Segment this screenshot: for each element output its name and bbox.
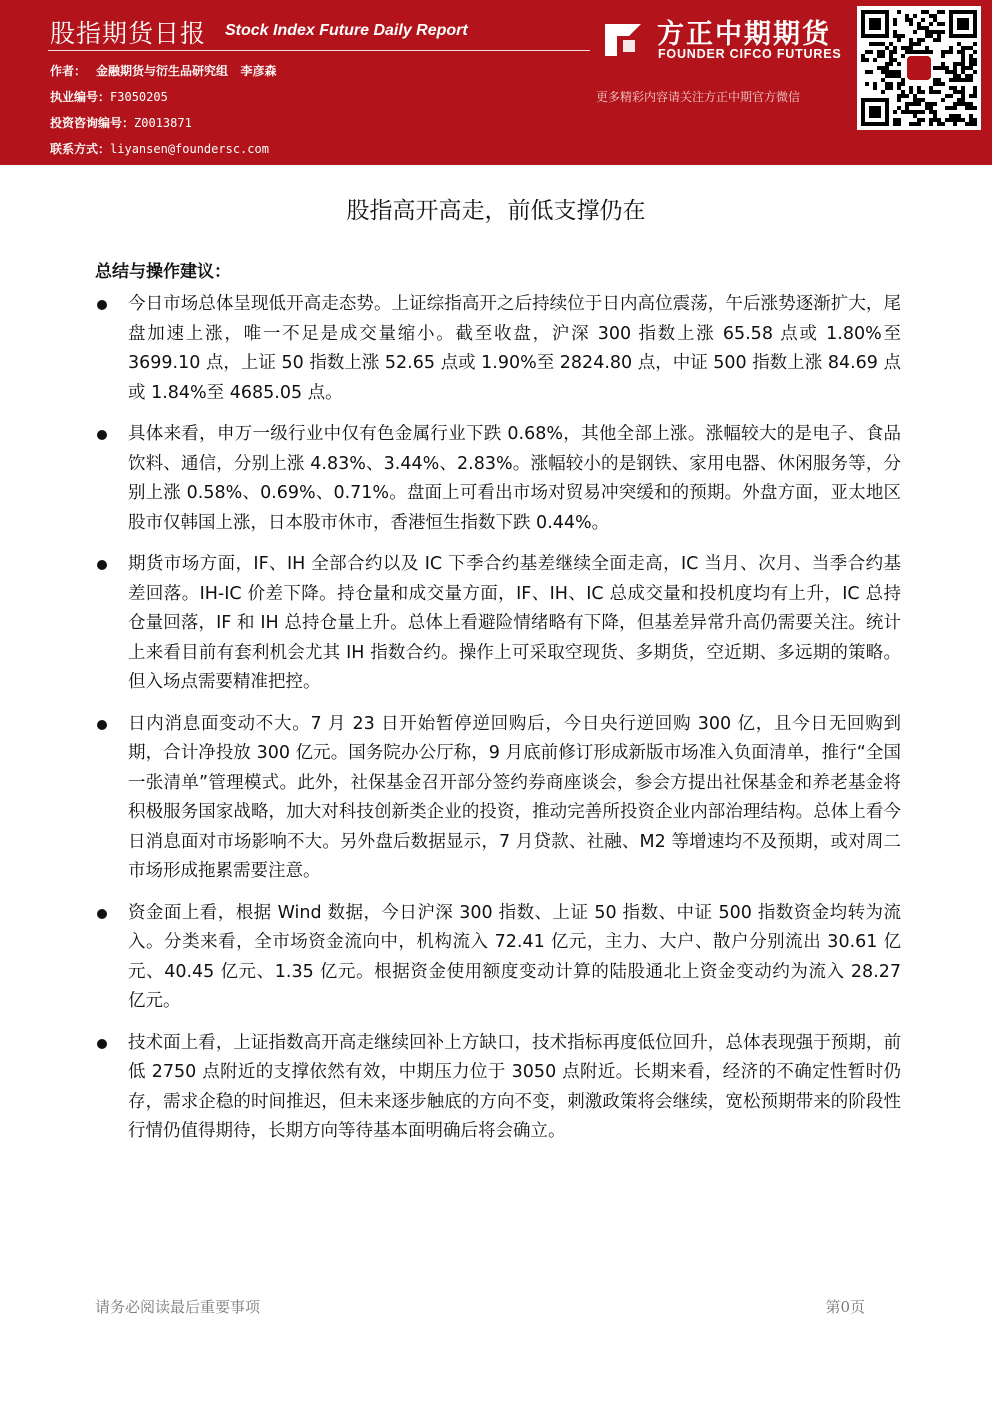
list-item — [95, 420, 901, 538]
header-divider — [48, 50, 590, 51]
contact-line — [50, 140, 269, 157]
author-value: 金融期货与衍生品研究组 李彦森 — [96, 64, 277, 78]
bullet-icon — [97, 430, 107, 440]
consult-line — [50, 114, 192, 131]
bullet-icon — [97, 560, 107, 570]
list-item — [95, 1029, 901, 1147]
contact-email[interactable]: liyansen@foundersc.com — [110, 142, 269, 156]
section-heading: 总结与操作建议： — [95, 262, 231, 282]
qr-code-icon — [861, 10, 977, 126]
license-line — [50, 88, 168, 105]
company-name-en: FOUNDER CIFCO FUTURES — [658, 47, 842, 61]
list-item-text: 日内消息面变动不大。7 月 23 日开始暂停逆回购后，今日央行逆回购 300 亿，且今日无回购到期，合计净投放 300 亿元。国务院办公厅称，9 月底前修订形成新版市场准入负面清单，推行“全国一张清单”管理模式。此外，社保基金召开部分签约券商座谈会，参会方提出社保基金和养老基金将积极服务国家战略，加大对科技创新类企业的投资，推动完善所投资企业内部治理结构。总体上看今日消息面对市场影响不大。另外盘后数据显示，7 月贷款、社融、M2 等增速均不及预期，或对周二市场形成拖累需要注意。 — [128, 713, 901, 881]
author-line — [50, 62, 277, 79]
report-header — [0, 0, 992, 165]
list-item — [95, 290, 901, 408]
author-label: 作者： — [50, 64, 87, 78]
bullet-icon — [97, 300, 107, 310]
footer-notice: 请务必阅读最后重要事项 — [95, 1298, 261, 1316]
license-value: F3050205 — [110, 90, 168, 104]
list-item — [95, 710, 901, 887]
summary-list — [95, 290, 901, 1159]
list-item-text: 具体来看，申万一级行业中仅有色金属行业下跌 0.68%，其他全部上涨。涨幅较大的是电子、食品饮料、通信，分别上涨 4.83%、3.44%、2.83%。涨幅较小的是钢铁、家用电器、休闲服务等，分别上涨 0.58%、0.69%、0.71%。盘面上可看出市场对贸易冲突缓和的预期。外盘方面，亚太地区股市仅韩国上涨，日本股市休市，香港恒生指数下跌 0.44%。 — [128, 424, 901, 533]
list-item-text: 期货市场方面，IF、IH 全部合约以及 IC 下季合约基差继续全面走高，IC 当月、次月、当季合约基差回落。IH-IC 价差下降。持仓量和成交量方面，IF、IH、IC 总成交量和投机度均有上升，IC 总持仓量回落，IF 和 IH 总持仓量上升。总体上看避险情绪略有下降，但基差异常升高仍需要关注。统计上来看目前有套利机会尤其 IH 指数合约。操作上可采取空现货、多期货，空近期、多远期的策略。但入场点需要精准把控。 — [128, 554, 901, 692]
company-name-cn: 方正中期期货 — [657, 19, 831, 50]
license-label: 执业编号： — [50, 90, 111, 104]
list-item-text: 今日市场总体呈现低开高走态势。上证综指高开之后持续位于日内高位震荡，午后涨势逐渐扩大，尾盘加速上涨，唯一不足是成交量缩小。截至收盘，沪深 300 指数上涨 65.58 点或 1.80%至 3699.10 点，上证 50 指数上涨 52.65 点或 1.90%至 2824.80 点，中证 500 指数上涨 84.69 点或 1.84%至 4685.05 点。 — [128, 294, 901, 403]
report-title-cn: 股指期货日报 — [50, 19, 207, 48]
footer-page-number: 第0页 — [825, 1298, 865, 1316]
list-item-text: 技术面上看，上证指数高开高走继续回补上方缺口，技术指标再度低位回升，总体表现强于预期，前低 2750 点附近的支撑依然有效，中期压力位于 3050 点附近。长期来看，经济的不确定性暂时仍存，需求企稳的时间推迟，但未来逐步触底的方向不变，刺激政策将会继续，宽松预期带来的阶段性行情仍值得期待，长期方向等待基本面明确后将会确立。 — [128, 1032, 901, 1141]
bullet-icon — [97, 909, 107, 919]
wechat-qr-code[interactable] — [857, 6, 981, 130]
contact-label: 联系方式： — [50, 142, 111, 156]
wechat-follow-text: 更多精彩内容请关注方正中期官方微信 — [596, 90, 801, 104]
founder-logo-icon — [601, 20, 647, 60]
document-title: 股指高开高走，前低支撑仍在 — [346, 198, 646, 224]
report-title-en: Stock Index Future Daily Report — [225, 22, 468, 39]
list-item-text: 资金面上看，根据 Wind 数据，今日沪深 300 指数、上证 50 指数、中证 500 指数资金均转为流入。分类来看，全市场资金流向中，机构流入 72.41 亿元，主力、大户、散户分别流出 30.61 亿元、40.45 亿元、1.35 亿元。根据资金使用额度变动计算的陆股通北上资金变动约为流入 28.27 亿元。 — [128, 902, 901, 1011]
bullet-icon — [97, 720, 107, 730]
consult-value: Z0013871 — [134, 116, 192, 130]
bullet-icon — [97, 1039, 107, 1049]
list-item — [95, 550, 901, 698]
consult-label: 投资咨询编号： — [50, 116, 135, 130]
list-item — [95, 899, 901, 1017]
